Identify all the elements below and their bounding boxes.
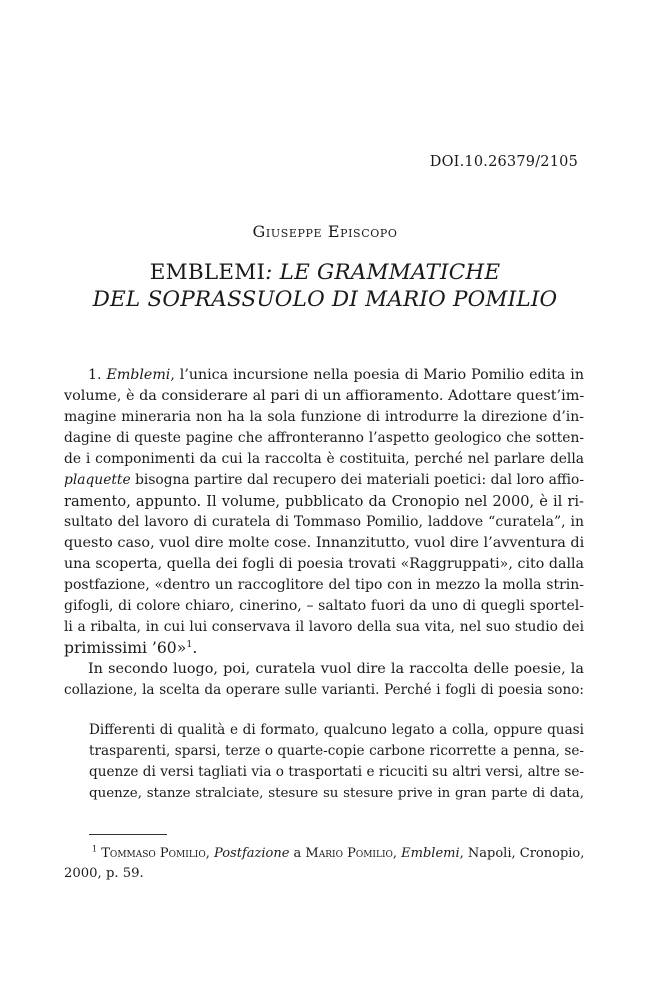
article-title [0, 259, 650, 313]
footnote-line: 2000, p. 59. [64, 866, 144, 881]
body-text-run: , l’unica incursione nella poesia di Mario Pomilio edita in [170, 367, 584, 383]
body-line: ramento, appunto. Il volume, pubblicato da Cronopio nel 2000, è il ri- [64, 493, 584, 510]
body-line [64, 470, 584, 491]
body-line: magine mineraria non ha la sola funzione di introdurre la direzione d’in- [64, 409, 584, 425]
body-line: volume, è da considerare al pari di un affioramento. Adottare quest’im- [64, 388, 585, 404]
title-roman: EMBLEMI [149, 260, 266, 285]
body-line: postfazione, «dentro un raccoglitore del tipo con in mezzo la molla strin- [64, 577, 584, 593]
footnote-work: Postfazione [214, 846, 290, 861]
footnote-work: Emblemi [401, 846, 460, 861]
section-number: 1. [88, 367, 107, 383]
body-line [64, 365, 584, 386]
title-line-1 [0, 259, 650, 286]
quote-line: Differenti di qualità e di formato, qualcuno legato a colla, oppure quasi [89, 722, 584, 738]
footnote [64, 844, 584, 884]
footnote-text: a [289, 846, 306, 861]
title-line-2 [0, 286, 650, 313]
body-line: collazione, la scelta da operare sulle varianti. Perché i fogli di poesia sono: [64, 682, 584, 698]
author-name: Giuseppe Episcopo [252, 222, 398, 241]
footnote-author: Tommaso Pomilio [101, 846, 206, 861]
title-italic-2: DEL SOPRASSUOLO DI MARIO POMILIO [92, 287, 558, 312]
body-line: una scoperta, quella dei fogli di poesia trovati «Raggruppati», cito dalla [64, 556, 584, 572]
quote-line: quenze, stanze stralciate, stesure su stesure prive in gran parte di data, [89, 786, 584, 801]
block-quote [89, 720, 584, 804]
footnote-text: , [392, 846, 402, 861]
doi-header: DOI.10.26379/2105 [429, 154, 578, 170]
footnote-separator [89, 834, 167, 835]
body-text-run: bisogna partire dal recupero dei materiali poetici: dal loro affio- [130, 472, 584, 488]
footnote-line: $^1$ Tommaso Pomilio, Postfazione a Mario Pomilio, Emblemi, Napoli, Cronopio, [92, 844, 585, 861]
title-italic-1: : LE GRAMMATICHE [265, 260, 501, 285]
body-text-run: . [192, 639, 198, 657]
body-line: In secondo luogo, poi, curatela vuol dire la raccolta delle poesie, la [88, 661, 584, 677]
body-line: de i componimenti da cui la raccolta è costituita, perché nel parlare della [64, 451, 584, 467]
footnote-ref[interactable]: 1 [186, 638, 193, 650]
footnote-author: Mario Pomilio [305, 846, 393, 861]
footnote-number: 1 [92, 844, 98, 854]
italic-term: Emblemi [106, 367, 171, 383]
body-line: li a ribalta, in cui lui conservava il lavoro della sua vita, nel suo studio dei [64, 619, 584, 635]
body-line [64, 638, 584, 659]
quote-line: trasparenti, sparsi, terze o quarte-copie carbone ricorrette a penna, se- [89, 743, 584, 759]
italic-term: plaquette [64, 472, 131, 488]
body-line: questo caso, vuol dire molte cose. Innanzitutto, vuol dire l’avventura di [64, 535, 585, 551]
body-text [64, 365, 584, 701]
body-line: sultato del lavoro di curatela di Tommaso Pomilio, laddove “curatela”, in [64, 514, 584, 530]
body-line: gifogli, di colore chiaro, cinerino, – saltato fuori da uno di quegli sportel- [64, 598, 584, 614]
body-line: dagine di queste pagine che affronteranno l’aspetto geologico che sotten- [64, 430, 584, 446]
quote-line: quenze di versi tagliati via o trasportati e ricuciti su altri versi, altre se- [89, 764, 584, 780]
footnote-text: , Napoli, Cronopio, [459, 846, 585, 861]
body-text-run: primissimi ’60» [64, 639, 187, 657]
